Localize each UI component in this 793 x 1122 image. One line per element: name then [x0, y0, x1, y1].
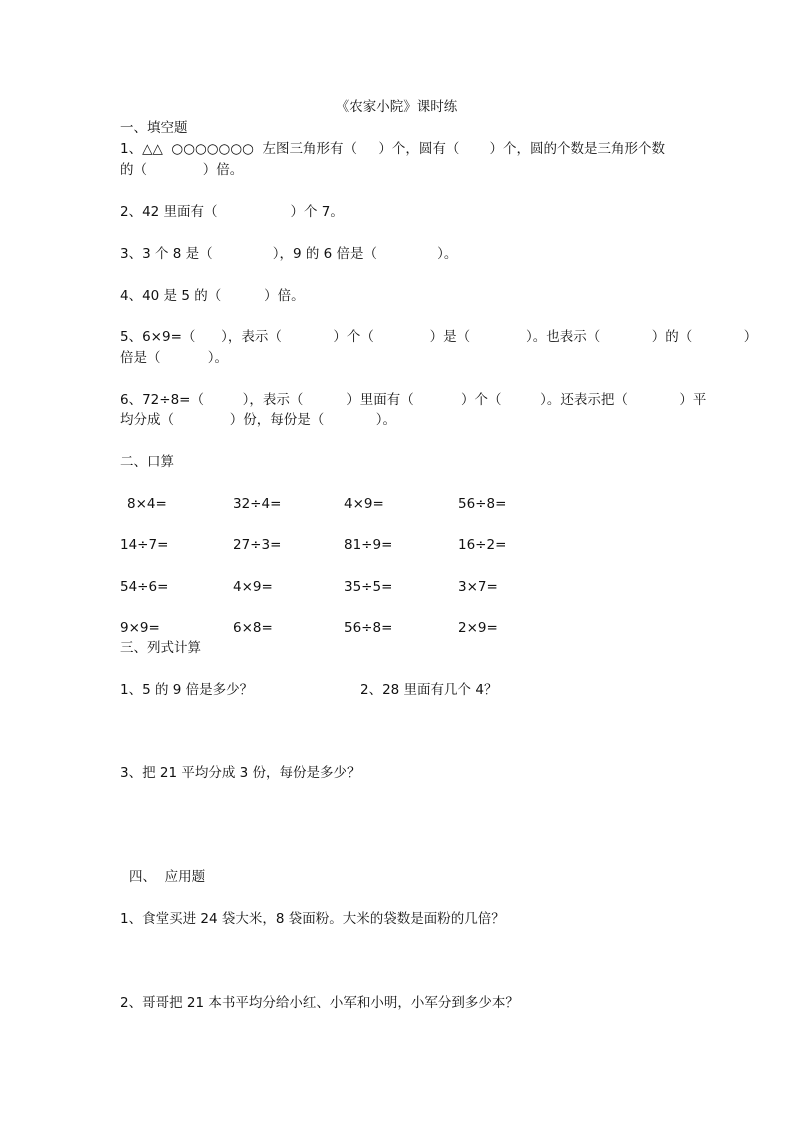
oral-calc-item: 56÷8=	[344, 620, 393, 636]
section1-heading: 一、填空题	[120, 120, 188, 136]
oral-calc-item: 9×9=	[120, 620, 160, 636]
oral-calc-item: 27÷3=	[233, 537, 282, 553]
fill-question-6-line1: 6、72÷8=（ ），表示（ ）里面有（ ）个（ ）。还表示把（ ）平	[120, 392, 707, 408]
oral-calc-item: 54÷6=	[120, 579, 169, 595]
oral-calc-item: 4×9=	[344, 496, 384, 512]
oral-calc-item: 56÷8=	[458, 496, 507, 512]
oral-calc-item: 35÷5=	[344, 579, 393, 595]
oral-calc-item: 2×9=	[458, 620, 498, 636]
fill-question-5-line1: 5、6×9=（ ），表示（ ）个（ ）是（ ）。也表示（ ）的（ ）	[120, 329, 758, 345]
calc-question-3: 3、把 21 平均分成 3 份，每份是多少？	[120, 765, 361, 781]
section2-heading: 二、口算	[120, 454, 174, 470]
oral-calc-item: 6×8=	[233, 620, 273, 636]
oral-calc-item: 3×7=	[458, 579, 498, 595]
oral-calc-item: 81÷9=	[344, 537, 393, 553]
fill-question-1-line1: 1、△△ ○○○○○○○ 左图三角形有（ ）个，圆有（ ）个，圆的个数是三角形个数	[120, 141, 665, 157]
word-problem-2: 2、哥哥把 21 本书平均分给小红、小军和小明，小军分到多少本？	[120, 995, 519, 1011]
page-title: 《农家小院》课时练	[335, 99, 458, 115]
word-problem-1: 1、食堂买进 24 袋大米，8 袋面粉。大米的袋数是面粉的几倍？	[120, 911, 505, 927]
section3-heading: 三、列式计算	[120, 640, 201, 656]
oral-calc-item: 32÷4=	[233, 496, 282, 512]
oral-calc-item: 14÷7=	[120, 537, 169, 553]
fill-question-3: 3、3 个 8 是（ ），9 的 6 倍是（ ）。	[120, 246, 458, 262]
fill-question-5-line2: 倍是（ ）。	[120, 350, 228, 366]
fill-question-2: 2、42 里面有（ ）个 7。	[120, 204, 344, 220]
oral-calc-item: 16÷2=	[458, 537, 507, 553]
section4-heading: 四、 应用题	[129, 869, 206, 885]
oral-calc-item: 8×4=	[127, 496, 167, 512]
fill-question-4: 4、40 是 5 的（ ）倍。	[120, 288, 305, 304]
calc-question-2: 2、28 里面有几个 4？	[360, 682, 498, 698]
calc-question-1: 1、5 的 9 倍是多少？	[120, 682, 254, 698]
oral-calc-item: 4×9=	[233, 579, 273, 595]
fill-question-1-line2: 的（ ）倍。	[120, 162, 244, 178]
fill-question-6-line2: 均分成（ ）份，每份是（ ）。	[120, 412, 397, 428]
